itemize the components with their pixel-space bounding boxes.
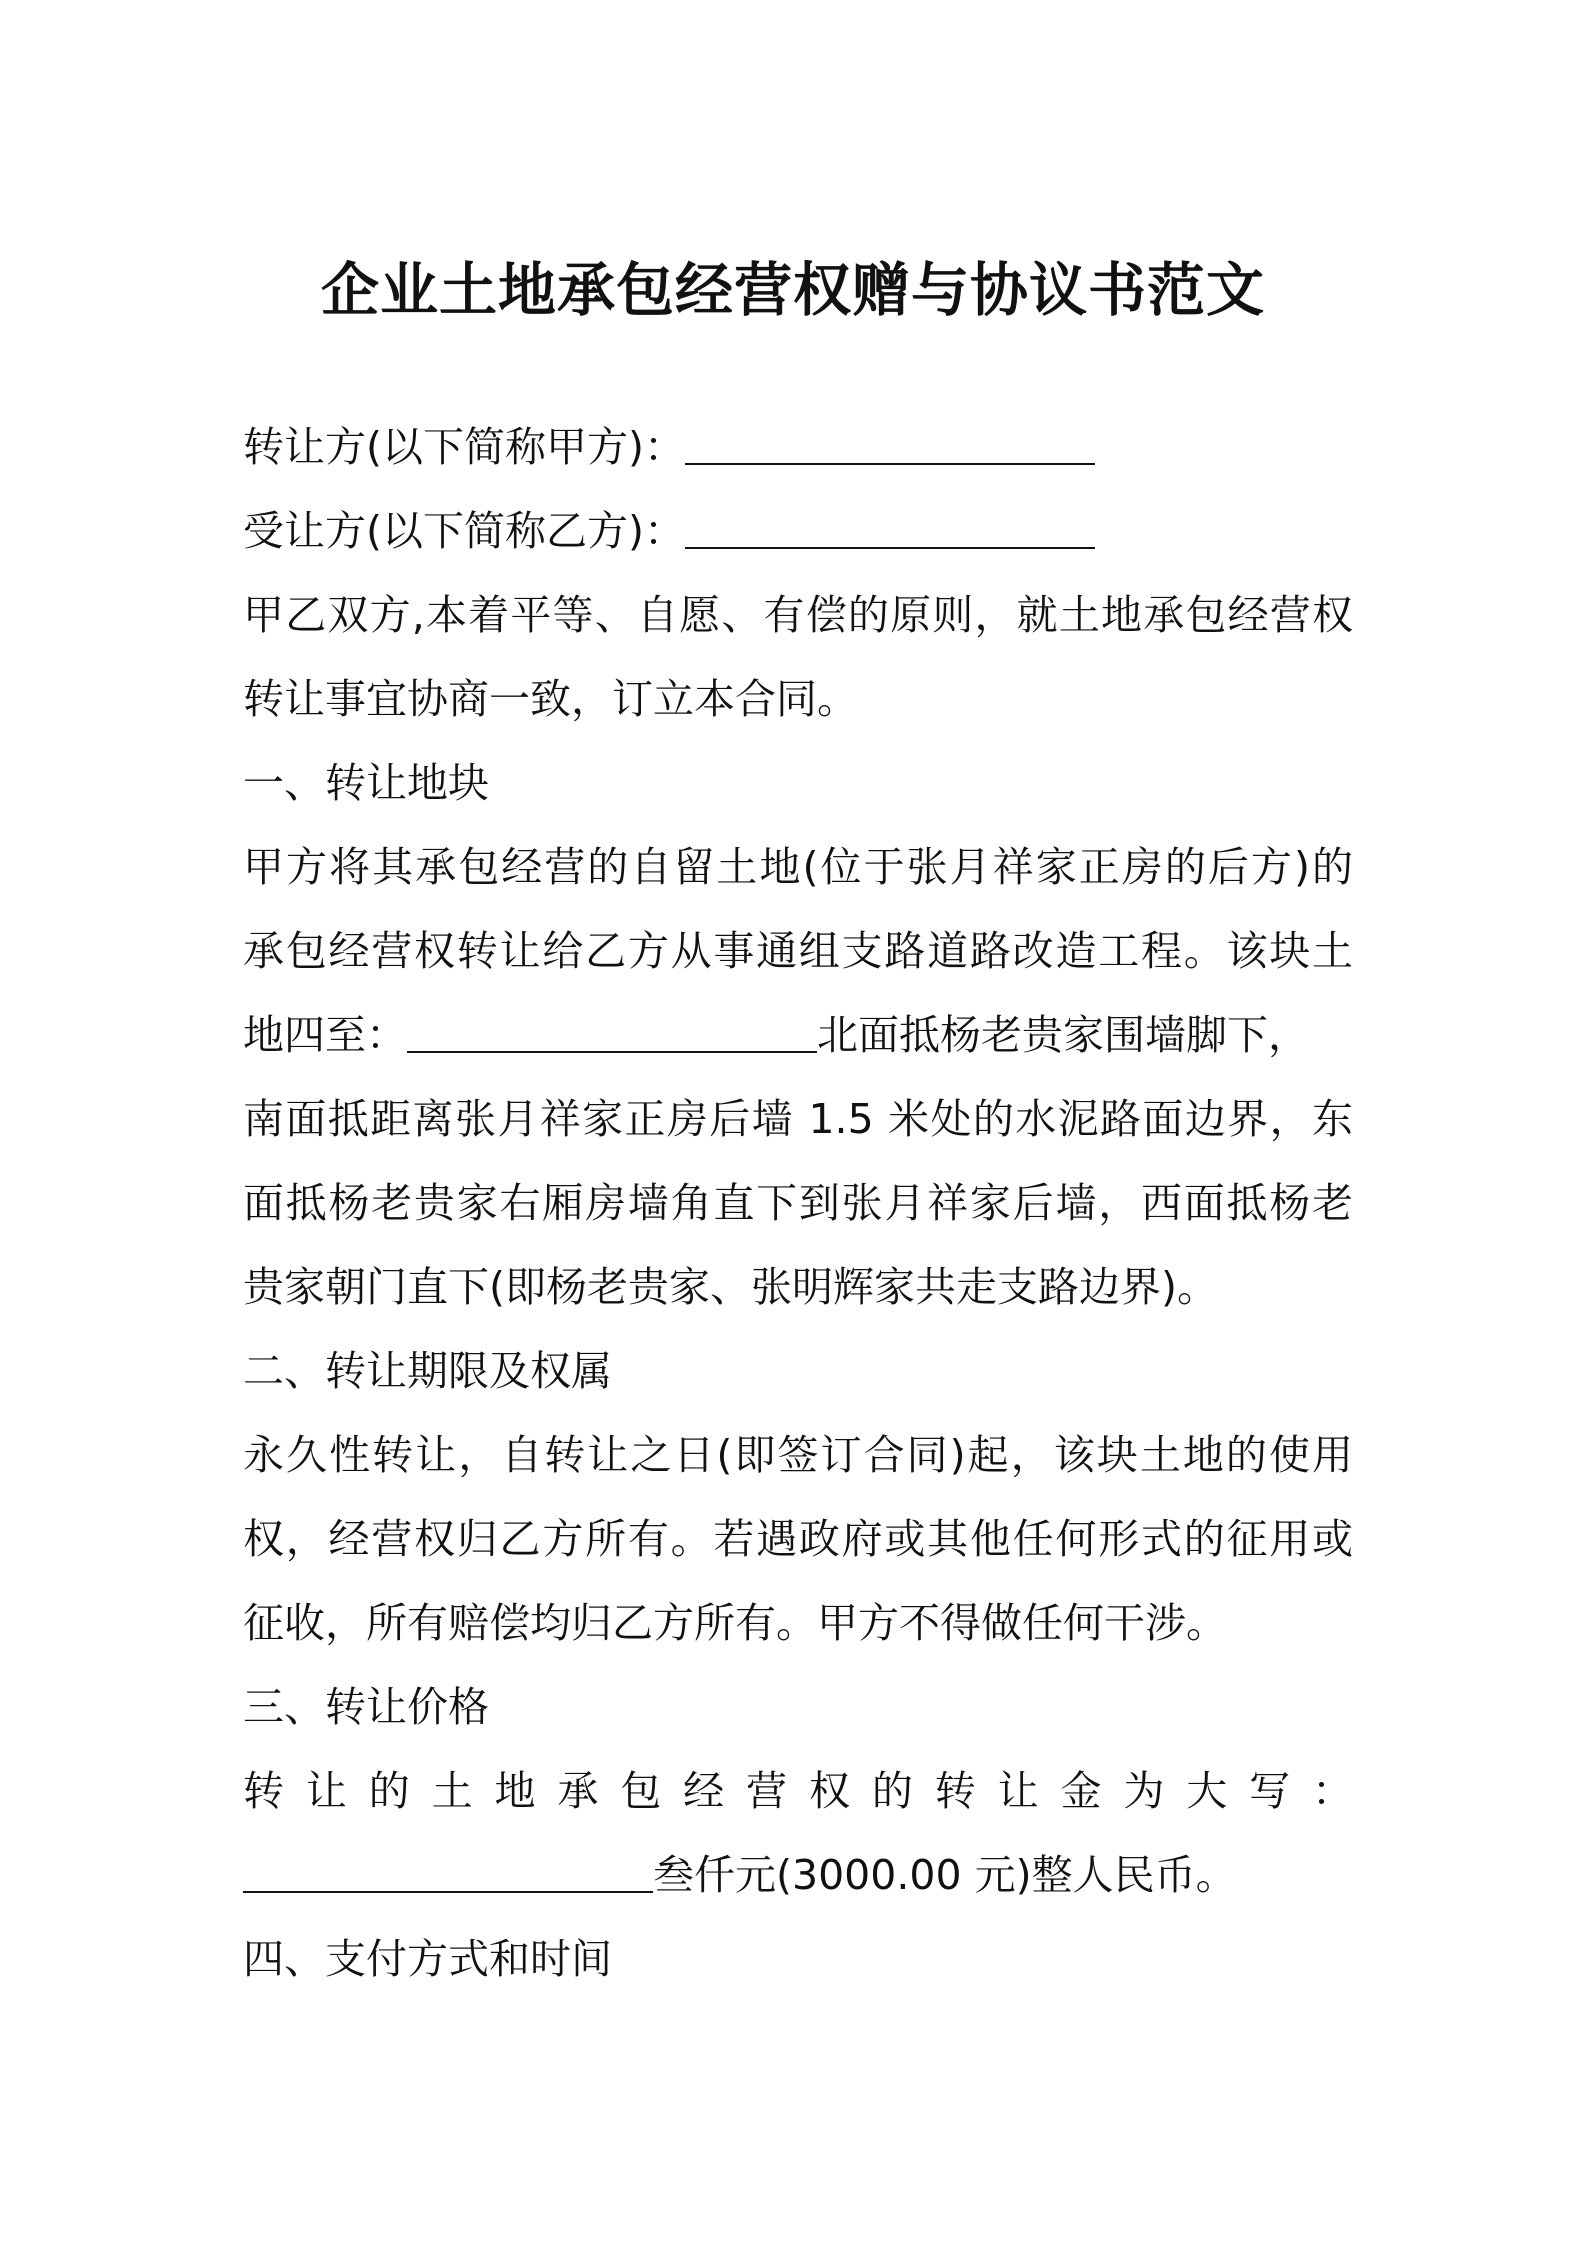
section-heading-4: 四、支付方式和时间 xyxy=(243,1935,612,1983)
section3-line-1: 转让的土地承包经营权的转让金为大写： xyxy=(243,1767,1353,1815)
section2-line-3: 征收，所有赔偿均归乙方所有。甲方不得做任何干涉。 xyxy=(243,1599,1227,1647)
section1-line-2: 承包经营权转让给乙方从事通组支路道路改造工程。该块土 xyxy=(243,927,1353,975)
transferee-line xyxy=(243,489,1353,573)
preamble-line-2: 转让事宜协商一致，订立本合同。 xyxy=(243,675,858,723)
section-heading-1: 一、转让地块 xyxy=(243,759,489,807)
section1-line-6: 贵家朝门直下(即杨老贵家、张明辉家共走支路边界)。 xyxy=(243,1263,1218,1311)
transferor-blank xyxy=(685,405,1095,465)
section2-line-2: 权，经营权归乙方所有。若遇政府或其他任何形式的征用或 xyxy=(243,1515,1353,1563)
preamble-line-1: 甲乙双方,本着平等、自愿、有偿的原则，就土地承包经营权 xyxy=(243,591,1353,639)
document-title: 企业土地承包经营权赠与协议书范文 xyxy=(320,256,1265,324)
section-heading-3: 三、转让价格 xyxy=(243,1683,489,1731)
section1-line-3 xyxy=(243,993,1353,1077)
section-heading-2: 二、转让期限及权属 xyxy=(243,1347,612,1395)
document-body xyxy=(243,405,1353,2001)
section1-line-1: 甲方将其承包经营的自留土地(位于张月祥家正房的后方)的 xyxy=(243,843,1353,891)
transferee-label: 受让方(以下简称乙方)： xyxy=(243,507,685,555)
section1-line-4: 南面抵距离张月祥家正房后墙 1.5 米处的水泥路面边界，东 xyxy=(243,1095,1353,1143)
section1-line-5: 面抵杨老贵家右厢房墙角直下到张月祥家后墙，西面抵杨老 xyxy=(243,1179,1353,1227)
transferor-line xyxy=(243,405,1353,489)
price-amount: 叁仟元(3000.00 元)整人民币。 xyxy=(653,1851,1237,1899)
transferor-label: 转让方(以下简称甲方)： xyxy=(243,423,685,471)
transferee-blank xyxy=(685,489,1095,549)
boundaries-label: 地四至： xyxy=(243,1011,407,1059)
section3-line-2 xyxy=(243,1833,1353,1917)
price-blank xyxy=(243,1833,653,1893)
boundaries-north: 北面抵杨老贵家围墙脚下， xyxy=(817,1011,1309,1059)
boundaries-blank xyxy=(407,993,817,1053)
section2-line-1: 永久性转让，自转让之日(即签订合同)起，该块土地的使用 xyxy=(243,1431,1353,1479)
